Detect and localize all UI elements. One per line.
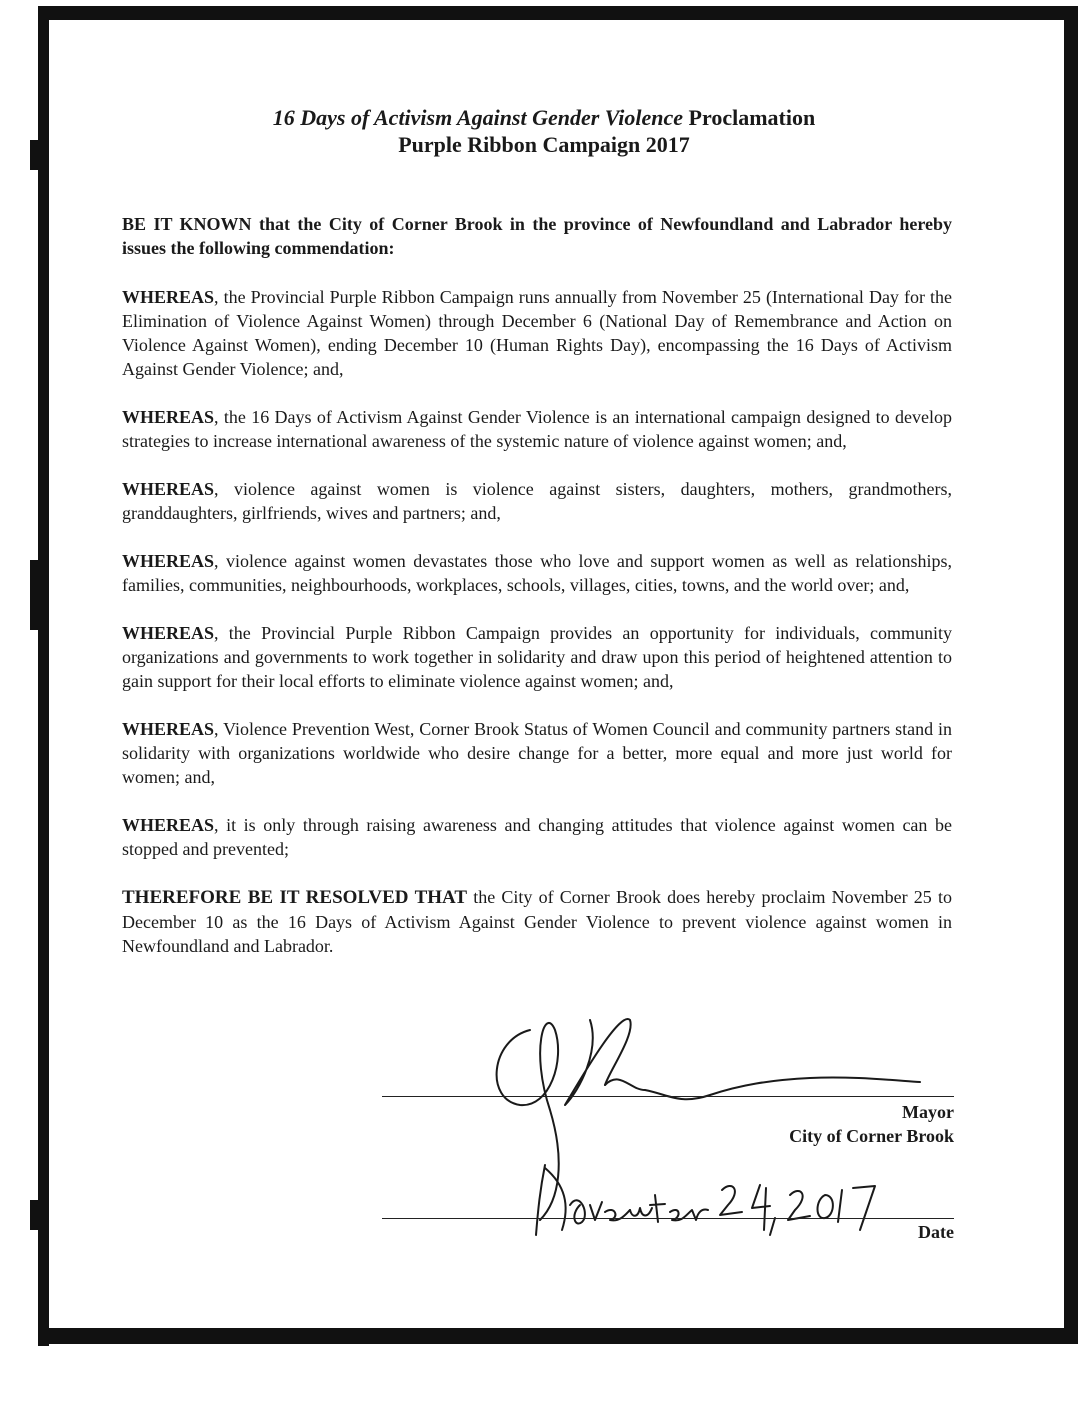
- scan-border-top: [38, 6, 1078, 20]
- whereas-paragraph: [122, 717, 952, 789]
- whereas-lead: WHEREAS: [122, 623, 215, 643]
- mayor-label: Mayor: [902, 1102, 954, 1122]
- whereas-lead: WHEREAS: [122, 407, 215, 427]
- whereas-text: , it is only through raising awareness and changing attitudes that violence against women can be stopped and prevented;: [122, 815, 952, 859]
- scan-border-notch: [30, 1200, 42, 1230]
- resolved-lead: THEREFORE BE IT RESOLVED THAT: [122, 887, 468, 908]
- whereas-paragraph: [122, 813, 952, 861]
- whereas-lead: WHEREAS: [122, 479, 215, 499]
- whereas-paragraph: [122, 621, 952, 693]
- whereas-text: , the Provincial Purple Ribbon Campaign runs annually from November 25 (International Day for the Elimination of Violence Against Women) through December 6 (National Day of Remembrance and Action on Violence Against Women), ending December 10 (Human Rights Day), encompassing the 16 Days of Activism Against Gender Violence; and,: [122, 287, 952, 379]
- whereas-lead: WHEREAS: [122, 551, 215, 571]
- whereas-paragraph: [122, 405, 952, 453]
- whereas-lead: WHEREAS: [122, 287, 215, 307]
- title-rest: Proclamation: [688, 105, 816, 130]
- date-signature-line: [382, 1218, 954, 1219]
- proclamation-body: [122, 212, 952, 958]
- title-italic: 16 Days of Activism Against Gender Violence: [272, 105, 684, 130]
- document-title: [0, 104, 1088, 158]
- scan-border-notch: [30, 560, 42, 630]
- whereas-paragraph: [122, 477, 952, 525]
- mayor-signature-line: [382, 1096, 954, 1097]
- document-subtitle: Purple Ribbon Campaign 2017: [398, 132, 690, 157]
- whereas-text: , the 16 Days of Activism Against Gender Violence is an international campaign designed to develop strategies to increase international awareness of the systemic nature of violence against women; and,: [122, 407, 952, 451]
- date-label: Date: [918, 1222, 954, 1242]
- whereas-paragraph: [122, 549, 952, 597]
- mayor-signature-image: [470, 990, 970, 1260]
- whereas-lead: WHEREAS: [122, 719, 215, 739]
- whereas-text: , Violence Prevention West, Corner Brook Status of Women Council and community partners stand in solidarity with organizations worldwide who desire change for a better, more equal and more just world for women; and,: [122, 719, 952, 787]
- intro-paragraph: BE IT KNOWN that the City of Corner Brook in the province of Newfoundland and Labrador hereby issues the following commendation:: [122, 214, 952, 258]
- scan-border-bottom: [38, 1328, 1078, 1344]
- resolved-paragraph: [122, 885, 952, 958]
- whereas-lead: WHEREAS: [122, 815, 215, 835]
- scan-border-left: [38, 6, 49, 1346]
- whereas-text: , violence against women is violence against sisters, daughters, mothers, grandmothers, granddaughters, girlfriends, wives and partners; and,: [122, 479, 952, 523]
- city-label: City of Corner Brook: [789, 1126, 954, 1146]
- whereas-paragraph: [122, 285, 952, 381]
- resolved-text: the City of Corner Brook does hereby proclaim November 25 to December 10 as the 16 Days of Activism Against Gender Violence to prevent violence against women in Newfoundland and Labrador.: [122, 887, 952, 956]
- whereas-text: , violence against women devastates those who love and support women as well as relationships, families, communities, neighbourhoods, workplaces, schools, villages, cities, towns, and the world over; and,: [122, 551, 952, 595]
- scan-border-right: [1064, 6, 1078, 1344]
- whereas-text: , the Provincial Purple Ribbon Campaign provides an opportunity for individuals, community organizations and governments to work together in solidarity and draw upon this period of heightened attention to gain support for their local efforts to eliminate violence against women; and,: [122, 623, 952, 691]
